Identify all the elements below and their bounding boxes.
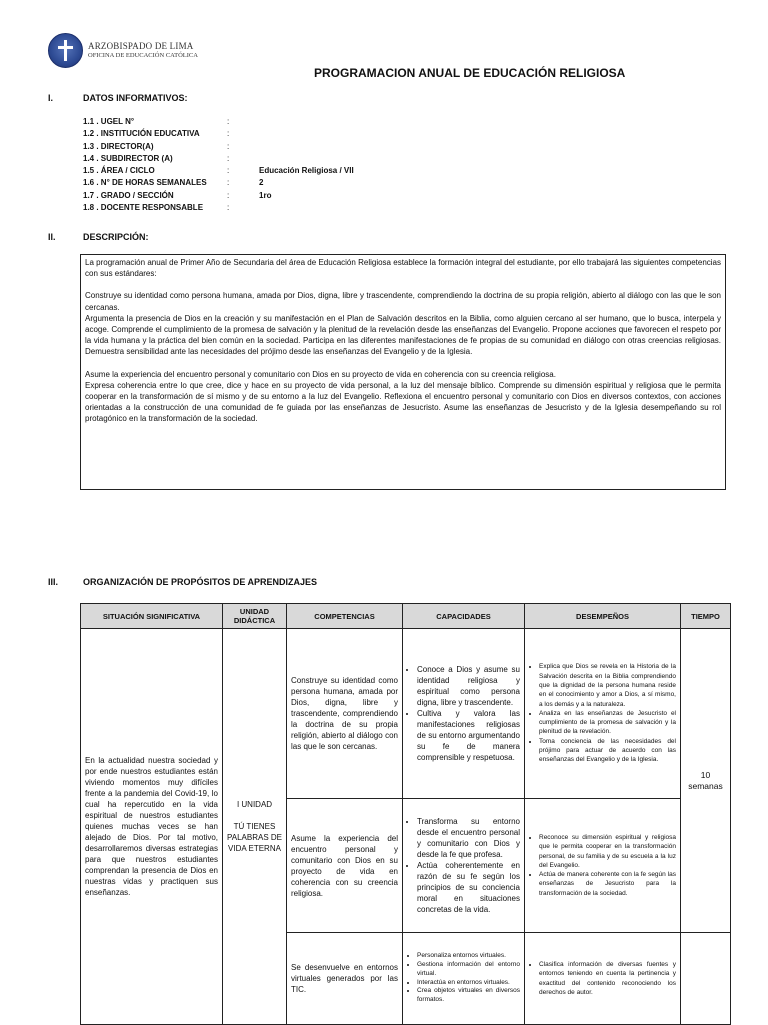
- header-logo: [48, 33, 198, 68]
- header-time: TIEMPO: [681, 604, 731, 629]
- competence1-title: Construye su identidad como persona humana, amada por Dios, digna, libre y trascendente, comprendiendo la doctrina de su propia religión, abierto al diálogo con las que le son cercanas.: [85, 291, 721, 312]
- unit-number: I UNIDAD: [236, 800, 273, 809]
- info-label: 1.6 . N° DE HORAS SEMANALES: [83, 178, 207, 188]
- info-label: 1.3 . DIRECTOR(A): [83, 141, 154, 151]
- capacities-cell: [403, 629, 525, 799]
- archdiocese-seal-icon: [48, 33, 83, 68]
- time-cell-empty: [681, 933, 731, 1025]
- section3-title: ORGANIZACIÓN DE PROPÓSITOS DE APRENDIZAJES: [83, 577, 318, 587]
- header-unit: UNIDAD DIDÁCTICA: [223, 604, 287, 629]
- list-item: • Analiza en las enseñanzas de Jesucristo el cumplimiento de la promesa de salvación y la plenitud de la revelación.: [539, 709, 676, 737]
- list-item: • Explica que Dios se revela en la Historia de la Salvación descrita en la Biblia comprendiendo que la dignidad de la persona humana reside en el conocimiento y amor a Dios, a sí mismo, a los demás y a la naturaleza.: [539, 662, 676, 708]
- learning-purposes-table: [80, 603, 731, 1025]
- list-item: • Crea objetos virtuales en diversos formatos.: [417, 987, 520, 1005]
- info-value: 2: [259, 178, 264, 188]
- info-colon: :: [227, 166, 230, 176]
- info-label: 1.4 . SUBDIRECTOR (A): [83, 153, 173, 163]
- info-colon: :: [227, 117, 230, 126]
- list-item: • Personaliza entornos virtuales.: [417, 952, 520, 961]
- description-box: [80, 254, 726, 490]
- time-cell: [681, 629, 731, 933]
- unit-cell: [223, 629, 287, 1025]
- header-performances: DESEMPEÑOS: [525, 604, 681, 629]
- list-item: • Reconoce su dimensión espiritual y religiosa que le permita cooperar en la transformación personal, de su familia y de su escuela a la luz del Evangelio.: [539, 833, 676, 870]
- section3-number: III.: [48, 577, 59, 587]
- header-capacities: CAPACIDADES: [403, 604, 525, 629]
- info-label: 1.2 . INSTITUCIÓN EDUCATIVA: [83, 129, 200, 139]
- info-value: Educación Religiosa / VII: [259, 166, 354, 176]
- time-unit: semanas: [688, 780, 723, 791]
- info-colon: :: [227, 129, 230, 139]
- info-colon: :: [227, 203, 230, 213]
- info-label: 1.8 . DOCENTE RESPONSABLE: [83, 203, 204, 213]
- org-line1: ARZOBISPADO DE LIMA: [88, 40, 194, 51]
- performances-cell: [525, 933, 681, 1025]
- performances-cell: [525, 629, 681, 799]
- info-colon: :: [227, 153, 230, 163]
- org-name: [88, 41, 198, 61]
- section1-number: I.: [48, 93, 54, 103]
- situation-cell: En la actualidad nuestra sociedad y por ende nuestros estudiantes están viviendo momentos muy difíciles frente a la pandemia del Covid-19, lo cual ha repercutido en la vida espiritual de nuestros estudiantes quienes muchas veces se han alejado de Dios. Por tal motivo, desarrollaremos diversas estrategias para que nuestros estudiantes comprendan la presencia de Dios en nuestras vidas y practiquen sus enseñanzas.: [81, 629, 223, 1025]
- description-intro: La programación anual de Primer Año de Secundaria del área de Educación Religiosa establece la formación integral del estudiante, por ello trabajará las siguientes competencias con sus estándares:: [85, 258, 721, 279]
- list-item: • Conoce a Dios y asume su identidad religiosa y espiritual como persona digna, libre y trascendente.: [417, 664, 520, 708]
- capacities-cell: [403, 933, 525, 1025]
- list-item: • Transforma su entorno desde el encuentro personal y comunitario con Dios y desde la fe que profesa.: [417, 816, 520, 860]
- list-item: • Interactúa en entornos virtuales.: [417, 979, 520, 988]
- unit-name: TÚ TIENES PALABRAS DE VIDA ETERNA: [227, 822, 282, 853]
- info-colon: :: [227, 178, 230, 188]
- competence2-standard: Expresa coherencia entre lo que cree, dice y hace en su proyecto de vida personal, a la luz del mensaje bíblico. Comprende su dimensión espiritual y religiosa que le permita cooperar en la transformación de sí mismo y de su entorno a la luz del Evangelio. Reflexiona el encuentro personal y comunitario con Dios en diversos contextos, con acciones orientadas a la construcción de una comunidad de fe guiada por las enseñanzas de Jesucristo. Asume las enseñanzas de Jesucristo y de la Iglesia desempeñando su rol protagónico en la transformación de la sociedad.: [85, 380, 721, 424]
- competence-cell: Asume la experiencia del encuentro personal y comunitario con Dios en su proyecto de vida en coherencia con su creencia religiosa.: [287, 799, 403, 933]
- table-row: [81, 629, 731, 799]
- list-item: • Cultiva y valora las manifestaciones religiosas de su entorno argumentando su fe de manera comprensible y respetuosa.: [417, 708, 520, 763]
- performances-cell: [525, 799, 681, 933]
- info-label: 1.7 . GRADO / SECCIÓN: [83, 190, 174, 200]
- section1-title: DATOS INFORMATIVOS:: [83, 93, 188, 103]
- list-item: • Actúa de manera coherente con la fe según las enseñanzas de Jesucristo para la transformación de la sociedad.: [539, 870, 676, 898]
- info-value: 1ro: [259, 190, 272, 200]
- competence2-title: Asume la experiencia del encuentro personal y comunitario con Dios en su proyecto de vida en coherencia con su creencia religiosa.: [85, 369, 556, 379]
- section2-title: DESCRIPCIÓN:: [83, 232, 149, 242]
- header-situation: SITUACIÓN SIGNIFICATIVA: [81, 604, 223, 629]
- info-colon: :: [227, 190, 230, 200]
- table-header-row: [81, 604, 731, 629]
- list-item: • Toma conciencia de las necesidades del prójimo para actuar de acuerdo con las enseñanzas del Evangelio y de la Iglesia.: [539, 737, 676, 765]
- info-label: 1.1 . UGEL N°: [83, 117, 135, 126]
- list-item: • Actúa coherentemente en razón de su fe según los principios de su conciencia moral en situaciones concretas de la vida.: [417, 860, 520, 915]
- competence1-standard: Argumenta la presencia de Dios en la creación y su manifestación en el Plan de Salvación descritos en la Biblia, como alguien cercano al ser humano, que lo busca, interpela y acoge. Comprende el cumplimiento de la promesa de salvación y la plenitud de la revelación desde las enseñanzas del Evangelio. Propone acciones que favorecen el respeto por la vida humana y la práctica del bien común en la sociedad. Participa en las diferentes manifestaciones de fe propias de su comunidad en diálogo con otras creencias religiosas. Demuestra sensibilidad ante las necesidades del prójimo desde las enseñanzas del Evangelio y de la Iglesia.: [85, 313, 721, 357]
- info-label: 1.5 . ÁREA / CICLO: [83, 166, 155, 176]
- list-item: • Clasifica información de diversas fuentes y entornos teniendo en cuenta la pertinencia y exactitud del contenido reconociendo los derechos de autor.: [539, 960, 676, 997]
- competence-cell: Se desenvuelve en entornos virtuales generados por las TIC.: [287, 933, 403, 1025]
- list-item: • Gestiona información del entorno virtual.: [417, 961, 520, 979]
- document-title: PROGRAMACION ANUAL DE EDUCACIÓN RELIGIOSA: [314, 66, 626, 80]
- capacities-cell: [403, 799, 525, 933]
- org-line2: OFICINA DE EDUCACIÓN CATÓLICA: [88, 51, 198, 59]
- info-colon: :: [227, 141, 230, 151]
- competence-cell: Construye su identidad como persona humana, amada por Dios, digna, libre y trascendente, comprendiendo la doctrina de su propia religión, abierto al diálogo con las que le son cercanas.: [287, 629, 403, 799]
- time-value: 10: [700, 769, 711, 780]
- header-competences: COMPETENCIAS: [287, 604, 403, 629]
- section2-number: II.: [48, 232, 56, 242]
